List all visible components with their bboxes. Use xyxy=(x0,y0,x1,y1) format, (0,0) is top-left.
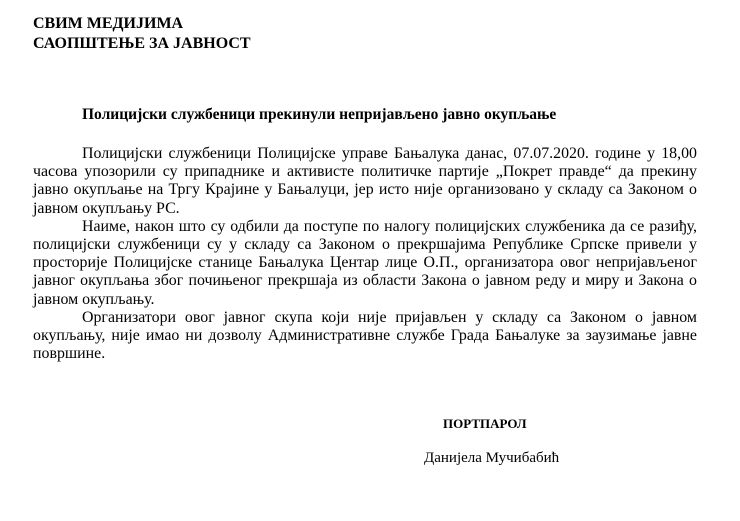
document-header xyxy=(33,14,251,54)
signature-title: ПОРТПАРОЛ xyxy=(443,416,527,431)
body-paragraph-1: Полицијски службеници Полицијске управе Бањалука данас, 07.07.2020. године у 18,00 часова упозорили су припаднике и активисте политичке партије „Покрет правде“ да прекину јавно окупљање на Тргу Крајине у Бањалуци, јер исто није организовано у складу са Законом о јавном окупљању РС. xyxy=(33,145,697,217)
body-paragraph-3: Организатори овог јавног скупа који није пријављен у складу са Законом о јавном окупљању, није имао ни дозволу Административне службе Града Бањалуке за заузимање јавне површине. xyxy=(33,308,697,363)
recipient-line: СВИМ МЕДИЈИМА xyxy=(33,15,184,32)
press-release-headline: Полицијски службеници прекинули непријављено јавно окупљање xyxy=(82,106,557,123)
body-paragraph-2: Наиме, након што су одбили да поступе по налогу полицијских службеника да се разиђу, полицијски службеници су у складу са Законом о прекршајима Републике Српске привели у просторије Полицијске станице Бањалука Центар лице О.П., организатора овог непријављеног јавног окупљања због почињеног прекршаја из области Закона о јавном реду и миру и Закона о јавном окупљању. xyxy=(33,217,697,308)
signature-name: Данијела Мучибабић xyxy=(424,450,560,466)
press-release-body xyxy=(33,145,697,363)
document-type-line: САОПШТЕЊЕ ЗА ЈАВНОСТ xyxy=(33,35,251,52)
